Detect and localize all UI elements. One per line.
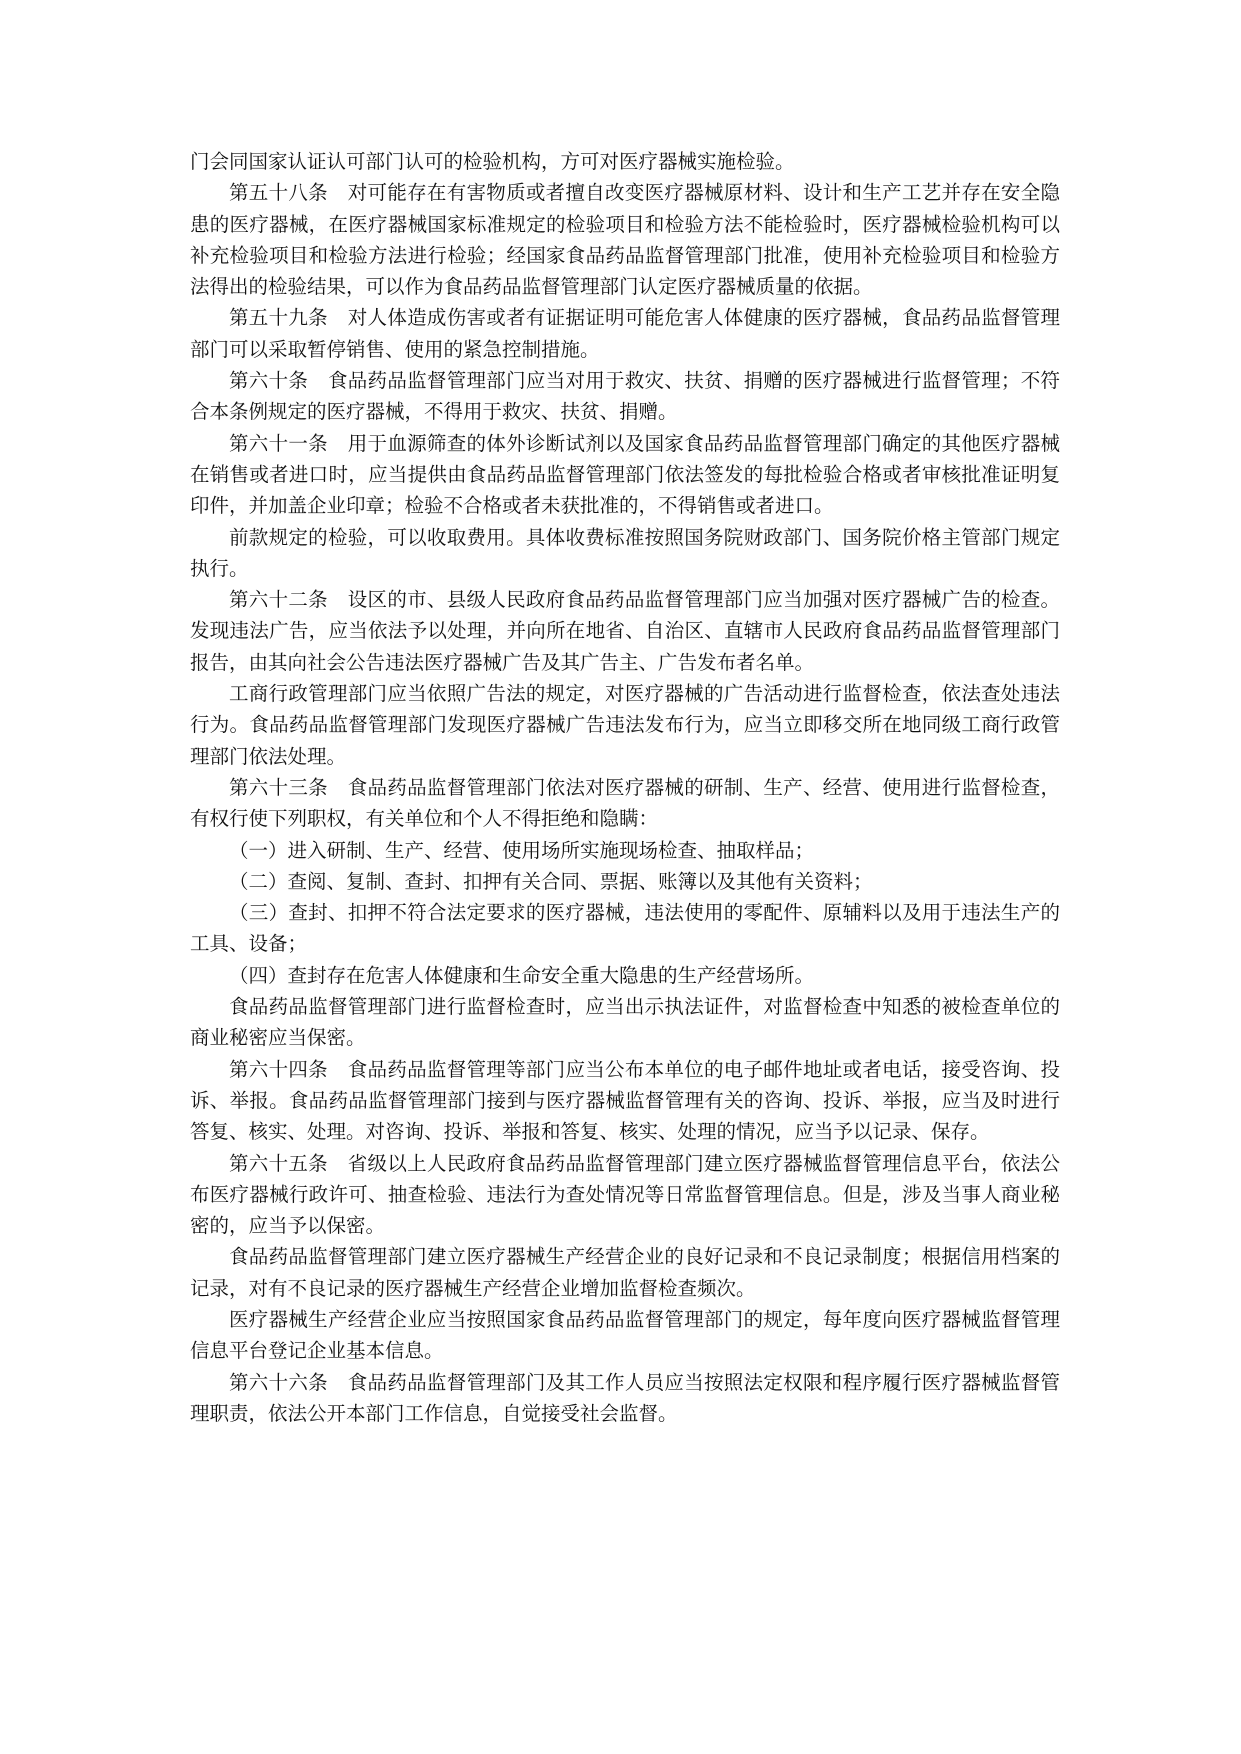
article-61-fee-paragraph: 前款规定的检验，可以收取费用。具体收费标准按照国务院财政部门、国务院价格主管部门规定执行。 xyxy=(190,525,1060,580)
article-65-registration-paragraph: 医疗器械生产经营企业应当按照国家食品药品监督管理部门的规定，每年度向医疗器械监督管理信息平台登记企业基本信息。 xyxy=(190,1307,1060,1363)
article-61: 第六十一条 用于血源筛查的体外诊断试剂以及国家食品药品监督管理部门确定的其他医疗器械在销售或者进口时，应当提供由食品药品监督管理部门依法签发的每批检验合格或者审核批准证明复印件，并加盖企业印章；检验不合格或者未获批准的，不得销售或者进口。 xyxy=(190,431,1060,518)
article-63: 第六十三条 食品药品监督管理部门依法对医疗器械的研制、生产、经营、使用进行监督检查，有权行使下列职权，有关单位和个人不得拒绝和隐瞒： xyxy=(190,775,1060,831)
article-65: 第六十五条 省级以上人民政府食品药品监督管理部门建立医疗器械监督管理信息平台，依法公布医疗器械行政许可、抽查检验、违法行为查处情况等日常监督管理信息。但是，涉及当事人商业秘密的，应当予以保密。 xyxy=(190,1151,1060,1238)
document-body xyxy=(190,146,1060,1429)
article-59: 第五十九条 对人体造成伤害或者有证据证明可能危害人体健康的医疗器械，食品药品监督管理部门可以采取暂停销售、使用的紧急控制措施。 xyxy=(190,306,1060,361)
article-60: 第六十条 食品药品监督管理部门应当对用于救灾、扶贫、捐赠的医疗器械进行监督管理；不符合本条例规定的医疗器械，不得用于救灾、扶贫、捐赠。 xyxy=(190,369,1060,424)
article-58: 第五十八条 对可能存在有害物质或者擅自改变医疗器械原材料、设计和生产工艺并存在安全隐患的医疗器械，在医疗器械国家标准规定的检验项目和检验方法不能检验时，医疗器械检验机构可以补充检验项目和检验方法进行检验；经国家食品药品监督管理部门批准，使用补充检验项目和检验方法得出的检验结果，可以作为食品药品监督管理部门认定医疗器械质量的依据。 xyxy=(190,181,1060,299)
article-63-item-4: （四）查封存在危害人体健康和生命安全重大隐患的生产经营场所。 xyxy=(229,963,815,987)
article-64: 第六十四条 食品药品监督管理等部门应当公布本单位的电子邮件地址或者电话，接受咨询、投诉、举报。食品药品监督管理部门接到与医疗器械监督管理有关的咨询、投诉、举报，应当及时进行答复、核实、处理。对咨询、投诉、举报和答复、核实、处理的情况，应当予以记录、保存。 xyxy=(190,1057,1060,1144)
article-66: 第六十六条 食品药品监督管理部门及其工作人员应当按照法定权限和程序履行医疗器械监督管理职责，依法公开本部门工作信息，自觉接受社会监督。 xyxy=(190,1370,1060,1425)
paragraph-continuation: 门会同国家认证认可部门认可的检验机构，方可对医疗器械实施检验。 xyxy=(190,150,795,173)
article-63-confidentiality-paragraph: 食品药品监督管理部门进行监督检查时，应当出示执法证件，对监督检查中知悉的被检查单位的商业秘密应当保密。 xyxy=(190,995,1060,1050)
article-62-commerce-paragraph: 工商行政管理部门应当依照广告法的规定，对医疗器械的广告活动进行监督检查，依法查处违法行为。食品药品监督管理部门发现医疗器械广告违法发布行为，应当立即移交所在地同级工商行政管理部门依法处理。 xyxy=(190,682,1060,768)
article-63-item-1: （一）进入研制、生产、经营、使用场所实施现场检查、抽取样品； xyxy=(229,838,815,862)
article-65-credit-paragraph: 食品药品监督管理部门建立医疗器械生产经营企业的良好记录和不良记录制度；根据信用档案的记录，对有不良记录的医疗器械生产经营企业增加监督检查频次。 xyxy=(190,1245,1060,1300)
article-63-item-3: （三）查封、扣押不符合法定要求的医疗器械，违法使用的零配件、原辅料以及用于违法生产的工具、设备； xyxy=(190,901,1060,956)
article-62: 第六十二条 设区的市、县级人民政府食品药品监督管理部门应当加强对医疗器械广告的检查。发现违法广告，应当依法予以处理，并向所在地省、自治区、直辖市人民政府食品药品监督管理部门报告，由其向社会公告违法医疗器械广告及其广告主、广告发布者名单。 xyxy=(190,588,1060,674)
article-63-item-2: （二）查阅、复制、查封、扣押有关合同、票据、账簿以及其他有关资料； xyxy=(229,869,873,893)
